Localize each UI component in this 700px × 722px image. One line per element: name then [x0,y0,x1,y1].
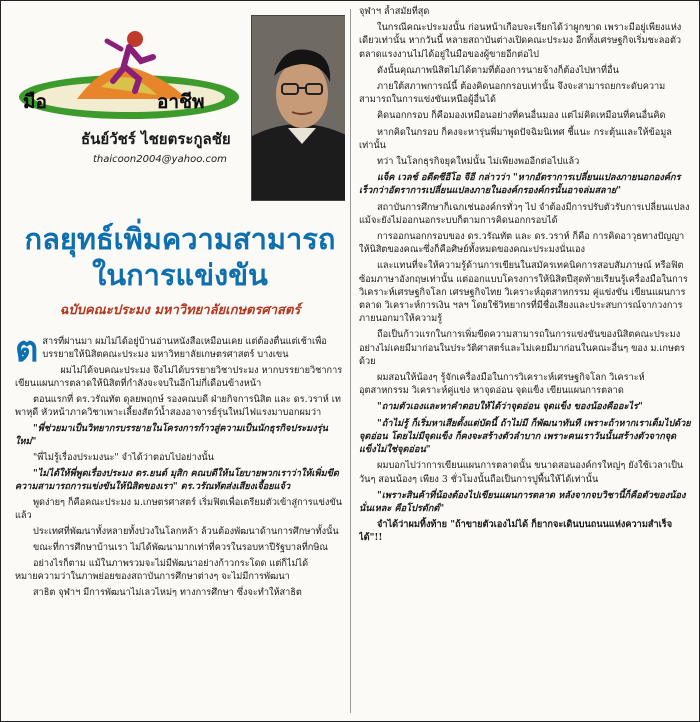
article-title-line-1: กลยุทธ์เพิ่มความสามารถ [24,222,336,256]
paragraph: ทว่า ในโลกธุรกิจยุคใหม่นั้น ไม่เพียงพออีกต่อไปแล้ว [377,156,580,168]
paragraph: ถือเป็นก้าวแรกในการเพิ่มขีดความสามารถในการแข่งขันของนิสิตคณะประมง อย่างไม่เคยมีมาก่อนในประวัติศาสตร์และไม่เคยมีมาก่อนในคณะอื่นๆ ของ ม.เกษตรด้วย [359,329,685,367]
dropcap: ต [15,335,39,370]
paragraph: ตสารที่ผ่านมา ผมไม่ได้อยู่บ้านอ่านหนังสือเหมือนเคย แต่ต้องตื่นแต่เช้าเพื่อบรรยายให้นิสิตคณะประมง มหาวิทยาลัยเกษตรศาสตร์ บางเขน [15,335,327,370]
paragraph: พูดง่ายๆ ก็คือคณะประมง ม.เกษตรศาสตร์ เริ่มฟิตเพื่อเตรียมตัวเข้าสู่การแข่งขันแล้ว [15,497,342,521]
right-body-text [359,5,691,548]
paragraph: ดังนั้นคุณภาพนิสิตไม่ได้ตามที่ต้องการนายจ้างก็ต้องไปหาที่อื่น [377,64,619,76]
column-logo [17,29,247,125]
paragraph: อย่างไรก็ตาม แม้ในภาพรวมจะไม่มีพัฒนาอย่างก้าวกระโดด แต่ก็ไม่ได้หมายความว่าในภาพย่อยของสถาบันการศึกษาต่างๆ จะไม่มีการพัฒนา [15,558,309,582]
quote-paragraph: "เพราะสินค้าที่น้องต้องไปเขียนแผนการตลาด หลังจากจบวิชานี้ก็คือตัวของน้องนั่นเหละ คือโปรดักต์" [359,489,686,514]
paragraph: ผมสอนให้น้องๆ รู้จักเครื่องมือในการวิเคราะห์เศรษฐกิจโลก วิเคราะห์อุตสาหกรรม วิเคราะห์คู่แข่ง หาจุดอ่อน จุดแข็ง เขียนแผนการตลาด [359,372,645,397]
paragraph: ขณะที่การศึกษาบ้านเรา ไม่ได้พัฒนามากเท่าที่ควรในรอบหาปีรัฐบาลที่กษิณ [33,542,328,553]
column-divider [350,9,351,713]
closing-paragraph: จำได้ว่าผมทิ้งท้าย "ถ้าขายตัวเองไม่ได้ ก็ยากจะเดินบนถนนแห่งความสำเร็จได้"!! [359,519,673,544]
paragraph: ประเทศที่พัฒนาทั้งหลายทั้งปวงในโลกหล้า ล้วนต้องพัฒนาด้านการศึกษาทั้งนั้น [33,526,339,537]
author-photo [251,15,345,201]
left-body-text [15,335,345,715]
paragraph: สาธิต จุฬาฯ มีการพัฒนาไม่เลวไหม่ๆ ทางการศึกษา ซึ่งจะทำให้สาธิต [33,587,302,598]
paragraph: จุฬาฯ ล้ำสมัยที่สุด [359,6,430,17]
paragraph: ในกรณีคณะประมงนั้น ก่อนหน้าเกือบจะเรียกได้ว่าผูกขาด เพราะมีอยู่เพียงแห่งเดียวเท่านั้น หากวันนี้ หลายสถาบันต่างเปิดคณะประมง อีกทั้งเศรษฐกิจเริ่มชะลอตัวตลาดแรงงานไม่ได้อยู่ในมือของผู้ขายอีกต่อไป [359,22,682,60]
left-column [15,9,345,715]
quote-paragraph: "ถามตัวเองและหาคำตอบให้ได้ว่าจุดอ่อน จุดแข็ง ของน้องคืออะไร" [377,401,643,413]
column-logo-graphic [17,29,247,125]
paragraph: ผมบอกไปว่าการเขียนแผนการตลาดนั้น ขนาดสอนองค์กรใหญ่ๆ ยังใช้เวลาเป็นวันๆ สอนน้องๆ เพียง 3 ชั่วโมงนั้นถือเป็นการปูพื้นให้ได้เท่านั้น [359,460,684,485]
right-column [359,5,691,715]
paragraph: และแทนที่จะให้ความรู้ด้านการเขียนในสมัครเทคนิคการสอบสัมภาษณ์ หรือฟิตซ้อมภาษาอังกฤษเท่านั้น แต่ออกแบบโครงการให้นิสิตปีสุดท้ายเรียนรู้เครื่องมือในการวิเคราะห์เศรษฐกิจโลก เศรษฐกิจไทย วิเคราะห์อุตสาหกรรม คู่แข่งขัน เขียนแผนการตลาด วิเคราะห์การเงิน ฯลฯ โดยใช้วิทยากรที่มีชื่อเสียงและประสบการณ์จากวงการภายนอกมาให้ความรู้ [359,260,688,325]
logo-text-left: มือ [23,91,47,113]
logo-text-right: อาชีพ [157,91,205,113]
paragraph: ผมไม่ได้จบคณะประมง จึงไม่ได้บรรยายวิชาประมง หากบรรยายวิชาการเขียนแผนการตลาดให้นิสิตที่กำลังจะจบในอีกไม่กี่เดือนข้างหน้า [15,365,343,389]
author-portrait-illustration [252,16,345,200]
paragraph: สถาบันการศึกษาก็เฉกเช่นองค์กรทั่วๆ ไป จำต้องมีการปรับตัวรับการเปลี่ยนแปลงแม้จะยังไม่ออกนอกระบบก็ตามการคิดนอกกรอบได้ [359,201,690,226]
author-name: ธันย์วัชร์ ไชยตระกูลชัย [81,130,231,148]
paragraph: หากคิดในกรอบ ก็คงจะหารุ่นพี่มาพูดปัจฉิมนิเทศ ชี้แนะ กระตุ้นและให้ข้อมูลเท่านั้น [359,126,672,151]
paragraph: "พี่ไม่รู้เรื่องประมงนะ" จำได้ว่าตอบไปอย่างนั้น [33,452,214,463]
article-subtitle: ฉบับคณะประมง มหาวิทยาลัยเกษตรศาสตร์ [59,303,301,318]
quote-paragraph: "ไม่ได้ให้พี่พูดเรื่องประมง ดร.ยนต์ มุสิก คณบดีให้นโยบายพวกเราว่าให้เพิ่มขีดความสามารถการแข่งขันให้นิสิตของเรา" ดร.วรัณทัตส่งเสียงเจื้อยแจ้ว [15,468,339,492]
author-email: thaicoon2004@yahoo.com [93,154,227,165]
paragraph: ภายใต้สภาพการณ์นี้ ต้องคิดนอกกรอบเท่านั้น จึงจะสามารถยกระดับความสามารถในการแข่งขันเหนือผู้อื่นได้ [359,81,666,106]
paragraph: ตอนแรกที่ ดร.วรัณทัต ดุลยพฤกษ์ รองคณบดี ฝ่ายกิจการนิสิต และ ดร.วราห์ เทพาหุดี หัวหน้าภาควิชาเพาะเลี้ยงสัตว์น้ำสองอาจารย์รุ่นใหม่ไฟแรงมาบอกผมว่า [15,394,341,418]
paragraph: คิดนอกกรอบ ก็คือมองเหมือนอย่างที่คนอื่นมอง แต่ไม่คิดเหมือนที่คนอื่นคิด [377,110,666,122]
article-title [15,221,345,293]
article-title-line-2: ในการแข่งขัน [92,258,268,292]
quote-paragraph: แจ็ค เวลช์ อดีตซีอีโอ จีอี กล่าวว่า "หากอัตราการเปลี่ยนแปลงภายนอกองค์กรเร็วกว่าอัตราการเปลี่ยนแปลงภายในองค์กรองค์กรนั้นอาจล่มสลาย" [359,172,681,197]
quote-paragraph: "ถ้าไม่รู้ ก็เริ่มหาเสียตั้งแต่บัดนี้ ถ้าไม่มี ก็พัฒนาทันที เพราะถ้าหากเราเต็มไปด้วยจุดอ่อน โดยไม่มีจุดแข็ง ก็คงจะสร้างตัวลำบาก เพราะคนเราวันนั้นสร้างตัวจากจุดแข็งไม่ใช่จุดอ่อน" [359,417,691,456]
quote-paragraph: "พี่ช่วยมาเป็นวิทยากรบรรยายในโครงการก้าวสู่ความเป็นนักธุรกิจประมงรุ่นใหม่" [15,423,328,447]
paragraph: การออกนอกกรอบของ ดร.วรัณทัต และ ดร.วราห์ ก็คือ การคิดอาวุธทางปัญญาให้นิสิตของคณะซึ่งก็คือศิษย์ทั้งหมดของคณะประมงนั่นเอง [359,231,685,256]
